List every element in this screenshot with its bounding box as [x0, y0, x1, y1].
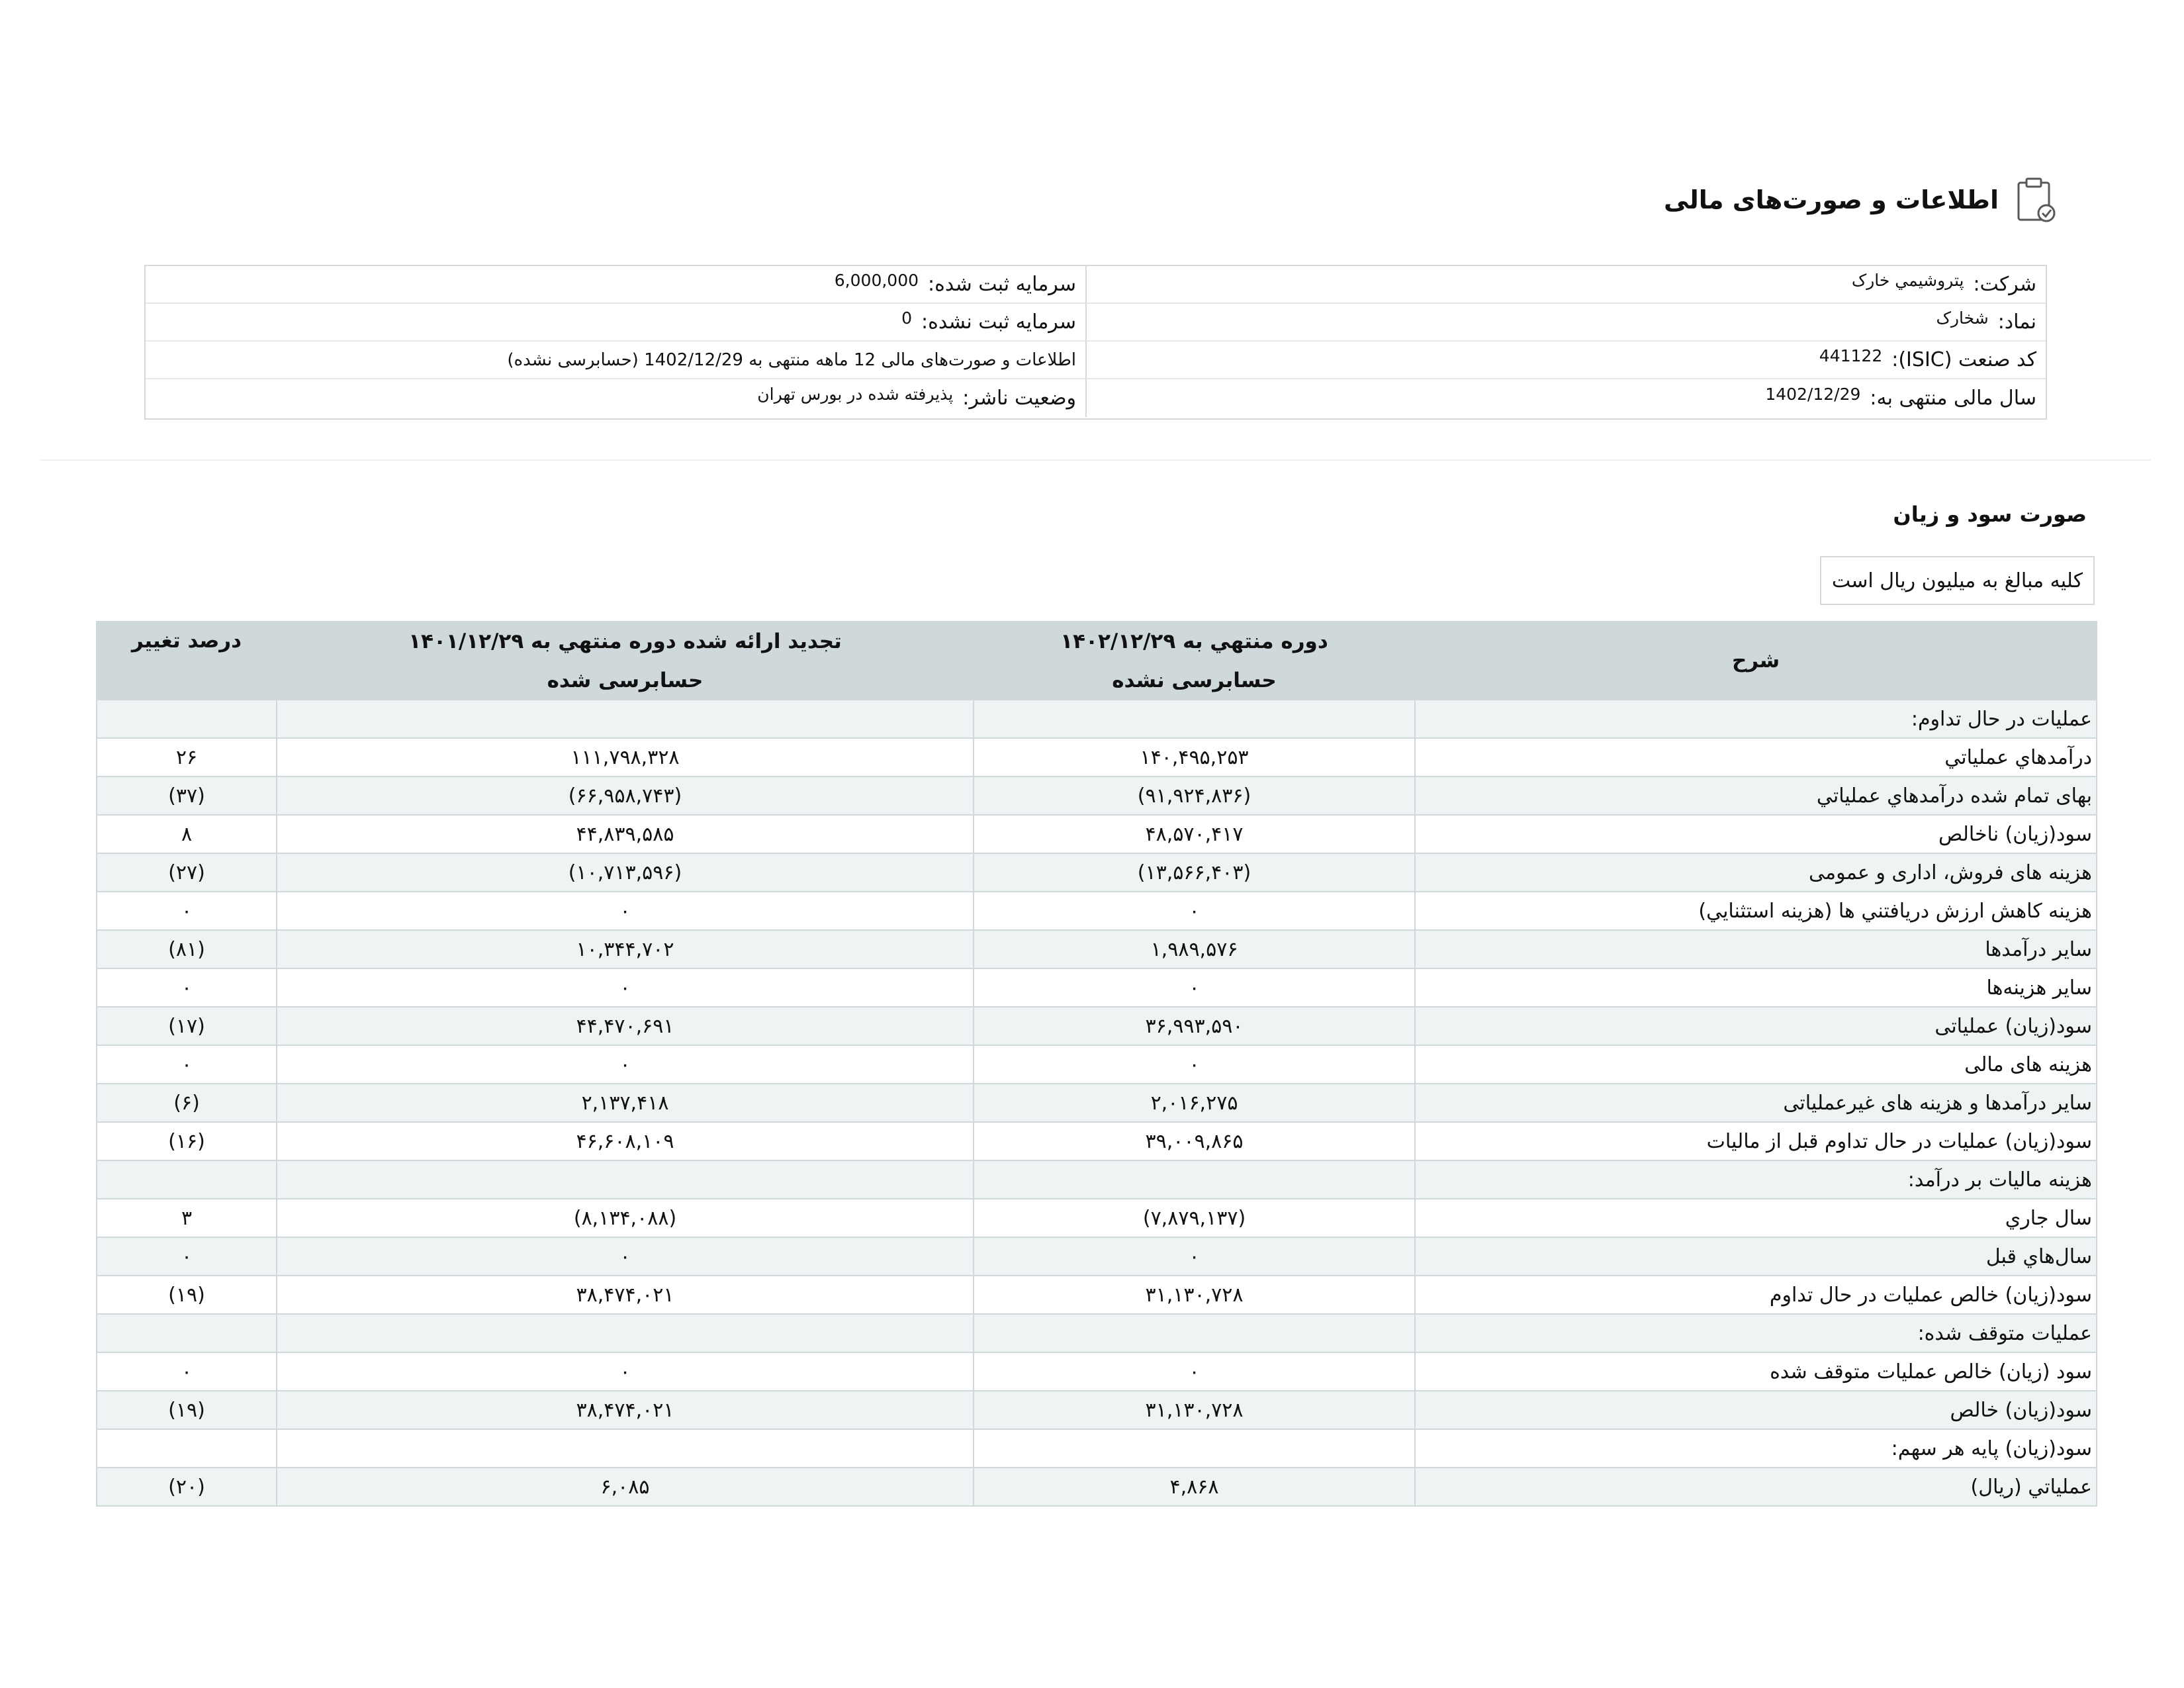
section-divider: [40, 459, 2151, 461]
company-info-panel: [144, 265, 2047, 420]
table-body: [97, 700, 2097, 1506]
row-current-value: ۲,۰۱۶,۲۷۵: [974, 1084, 1415, 1122]
table-header: [97, 622, 2097, 700]
symbol-label: نماد:: [1997, 310, 2036, 334]
row-current-value: ۳۱,۱۳۰,۷۲۸: [974, 1276, 1415, 1314]
table-row: [97, 1352, 2097, 1391]
table-row: [97, 1007, 2097, 1045]
symbol-row: [1085, 304, 2046, 342]
row-description: سال‌هاي قبل: [1415, 1237, 2097, 1276]
row-current-value: (۷,۸۷۹,۱۳۷): [974, 1199, 1415, 1237]
row-percent-change: (۳۷): [97, 776, 277, 815]
row-current-value: ۰: [974, 1237, 1415, 1276]
unregistered-capital-label: سرمایه ثبت نشده:: [921, 310, 1076, 334]
table-row: [97, 1468, 2097, 1506]
publisher-status-value: پذيرفته شده در بورس تهران: [757, 385, 954, 404]
table-row: [97, 1122, 2097, 1160]
fiscal-year-value: 1402/12/29: [1765, 385, 1861, 404]
table-row: [97, 815, 2097, 853]
isic-label: کد صنعت (ISIC):: [1891, 348, 2036, 371]
row-description: سود (زيان) خالص عمليات متوقف شده: [1415, 1352, 2097, 1391]
company-label: شرکت:: [1973, 273, 2036, 296]
row-percent-change: [97, 700, 277, 738]
row-current-value: [974, 1160, 1415, 1199]
row-current-value: [974, 700, 1415, 738]
row-percent-change: (۲۷): [97, 853, 277, 892]
row-percent-change: [97, 1160, 277, 1199]
table-row: [97, 1084, 2097, 1122]
row-previous-value: ۱۱۱,۷۹۸,۳۲۸: [277, 738, 974, 776]
row-previous-value: ۰: [277, 1237, 974, 1276]
row-description: ساير درآمدها و هزينه هاى غيرعملياتى: [1415, 1084, 2097, 1122]
row-description: درآمدهاي عملياتي: [1415, 738, 2097, 776]
row-current-value: ۳۱,۱۳۰,۷۲۸: [974, 1391, 1415, 1429]
header-current-audit: حسابرسی نشده: [974, 661, 1415, 700]
row-percent-change: ۰: [97, 1352, 277, 1391]
table-row: [97, 1276, 2097, 1314]
row-percent-change: ۰: [97, 892, 277, 930]
row-previous-value: (۶۶,۹۵۸,۷۴۳): [277, 776, 974, 815]
table-row: [97, 892, 2097, 930]
fiscal-year-label: سال مالی منتهی به:: [1870, 387, 2036, 410]
row-percent-change: ۰: [97, 1045, 277, 1084]
isic-value: 441122: [1819, 346, 1883, 365]
table-row: [97, 968, 2097, 1007]
row-current-value: ۴,۸۶۸: [974, 1468, 1415, 1506]
row-description: سود(زيان) پايه هر سهم:: [1415, 1429, 2097, 1468]
row-percent-change: [97, 1429, 277, 1468]
row-current-value: ۰: [974, 1352, 1415, 1391]
row-percent-change: [97, 1314, 277, 1352]
row-current-value: (۹۱,۹۲۴,۸۳۶): [974, 776, 1415, 815]
row-current-value: [974, 1314, 1415, 1352]
row-current-value: ۰: [974, 892, 1415, 930]
row-current-value: ۳۹,۰۰۹,۸۶۵: [974, 1122, 1415, 1160]
row-percent-change: ۰: [97, 968, 277, 1007]
table-row: [97, 853, 2097, 892]
table-row: [97, 1160, 2097, 1199]
income-statement-table: [96, 621, 2097, 1507]
page-title: اطلاعات و صورت‌های مالی: [1664, 185, 1999, 214]
row-current-value: ۱۴۰,۴۹۵,۲۵۳: [974, 738, 1415, 776]
publisher-status-label: وضعیت ناشر:: [962, 387, 1076, 410]
clipboard-check-icon: [2016, 176, 2060, 224]
row-current-value: ۰: [974, 968, 1415, 1007]
row-percent-change: ۲۶: [97, 738, 277, 776]
row-current-value: ۰: [974, 1045, 1415, 1084]
row-current-value: [974, 1429, 1415, 1468]
row-previous-value: ۱۰,۳۴۴,۷۰۲: [277, 930, 974, 968]
row-description: عملياتي (ريال): [1415, 1468, 2097, 1506]
row-percent-change: ۰: [97, 1237, 277, 1276]
company-info-row: [1085, 266, 2046, 304]
row-current-value: ۳۶,۹۹۳,۵۹۰: [974, 1007, 1415, 1045]
row-previous-value: ۳۸,۴۷۴,۰۲۱: [277, 1391, 974, 1429]
table-row: [97, 1391, 2097, 1429]
row-percent-change: ۸: [97, 815, 277, 853]
row-percent-change: (۸۱): [97, 930, 277, 968]
row-percent-change: (۱۷): [97, 1007, 277, 1045]
row-current-value: (۱۳,۵۶۶,۴۰۳): [974, 853, 1415, 892]
row-description: سود(زيان) خالص: [1415, 1391, 2097, 1429]
registered-capital-label: سرمایه ثبت شده:: [928, 273, 1076, 296]
row-percent-change: (۱۹): [97, 1276, 277, 1314]
table-row: [97, 1199, 2097, 1237]
row-previous-value: (۸,۱۳۴,۰۸۸): [277, 1199, 974, 1237]
registered-capital-row: [146, 266, 1085, 304]
row-previous-value: ۴۶,۶۰۸,۱۰۹: [277, 1122, 974, 1160]
row-previous-value: ۰: [277, 1045, 974, 1084]
row-description: سود(زيان) خالص عمليات در حال تداوم: [1415, 1276, 2097, 1314]
row-previous-value: ۶,۰۸۵: [277, 1468, 974, 1506]
company-value: پتروشيمي خارک: [1851, 271, 1964, 290]
row-percent-change: (۱۶): [97, 1122, 277, 1160]
table-row: [97, 1045, 2097, 1084]
header-description: شرح: [1415, 622, 2097, 700]
row-previous-value: ۳۸,۴۷۴,۰۲۱: [277, 1276, 974, 1314]
row-previous-value: ۰: [277, 968, 974, 1007]
header-percent-change: درصد تغيير: [97, 622, 277, 700]
row-description: سایر هزینه‌ها: [1415, 968, 2097, 1007]
publisher-status-row: [146, 379, 1085, 417]
row-description: سود(زيان) عملياتى: [1415, 1007, 2097, 1045]
row-percent-change: (۱۹): [97, 1391, 277, 1429]
row-previous-value: ۰: [277, 1352, 974, 1391]
table-row: [97, 1429, 2097, 1468]
table-row: [97, 776, 2097, 815]
fiscal-year-row: [1085, 379, 2046, 417]
page-header: [1655, 173, 2060, 226]
row-description: عمليات متوقف شده:: [1415, 1314, 2097, 1352]
row-previous-value: [277, 700, 974, 738]
row-previous-value: ۲,۱۳۷,۴۱۸: [277, 1084, 974, 1122]
row-description: سال جاري: [1415, 1199, 2097, 1237]
row-description: هزينه هاى فروش، ادارى و عمومى: [1415, 853, 2097, 892]
header-current-period: دوره منتهي به ۱۴۰۲/۱۲/۲۹: [974, 622, 1415, 661]
header-previous-period: تجديد ارائه شده دوره منتهي به ۱۴۰۱/۱۲/۲۹: [277, 622, 974, 661]
unregistered-capital-value: 0: [901, 308, 913, 328]
symbol-value: شخارک: [1936, 308, 1989, 328]
row-previous-value: [277, 1160, 974, 1199]
row-percent-change: (۶): [97, 1084, 277, 1122]
table-row: [97, 738, 2097, 776]
row-description: عمليات در حال تداوم:: [1415, 700, 2097, 738]
row-current-value: ۴۸,۵۷۰,۴۱۷: [974, 815, 1415, 853]
row-description: سود(زيان) ناخالص: [1415, 815, 2097, 853]
table-row: [97, 700, 2097, 738]
row-description: ساير درآمدها: [1415, 930, 2097, 968]
row-description: هزينه ماليات بر درآمد:: [1415, 1160, 2097, 1199]
registered-capital-value: 6,000,000: [834, 271, 919, 290]
table-row: [97, 930, 2097, 968]
row-description: بهاى تمام شده درآمدهاي عملياتي: [1415, 776, 2097, 815]
row-percent-change: ۳: [97, 1199, 277, 1237]
row-percent-change: (۲۰): [97, 1468, 277, 1506]
row-description: سود(زيان) عمليات در حال تداوم قبل از ماليات: [1415, 1122, 2097, 1160]
row-current-value: ۱,۹۸۹,۵۷۶: [974, 930, 1415, 968]
row-previous-value: (۱۰,۷۱۳,۵۹۶): [277, 853, 974, 892]
row-description: هزينه هاى مالى: [1415, 1045, 2097, 1084]
row-previous-value: ۴۴,۸۳۹,۵۸۵: [277, 815, 974, 853]
row-previous-value: ۴۴,۴۷۰,۶۹۱: [277, 1007, 974, 1045]
row-description: هزينه کاهش ارزش دريافتني ها (هزينه استثنايي): [1415, 892, 2097, 930]
row-previous-value: [277, 1314, 974, 1352]
unregistered-capital-row: [146, 304, 1085, 342]
header-previous-audit: حسابرسی شده: [277, 661, 974, 700]
row-previous-value: ۰: [277, 892, 974, 930]
report-description: اطلاعات و صورت‌های مالی 12 ماهه منتهی به 1402/12/29 (حسابرسی نشده): [507, 350, 1076, 370]
section-title: صورت سود و زیان: [1893, 502, 2087, 527]
isic-row: [1085, 342, 2046, 379]
table-row: [97, 1237, 2097, 1276]
report-description-row: [146, 342, 1085, 379]
table-row: [97, 1314, 2097, 1352]
row-previous-value: [277, 1429, 974, 1468]
currency-note: کلیه مبالغ به میلیون ریال است: [1820, 556, 2095, 605]
